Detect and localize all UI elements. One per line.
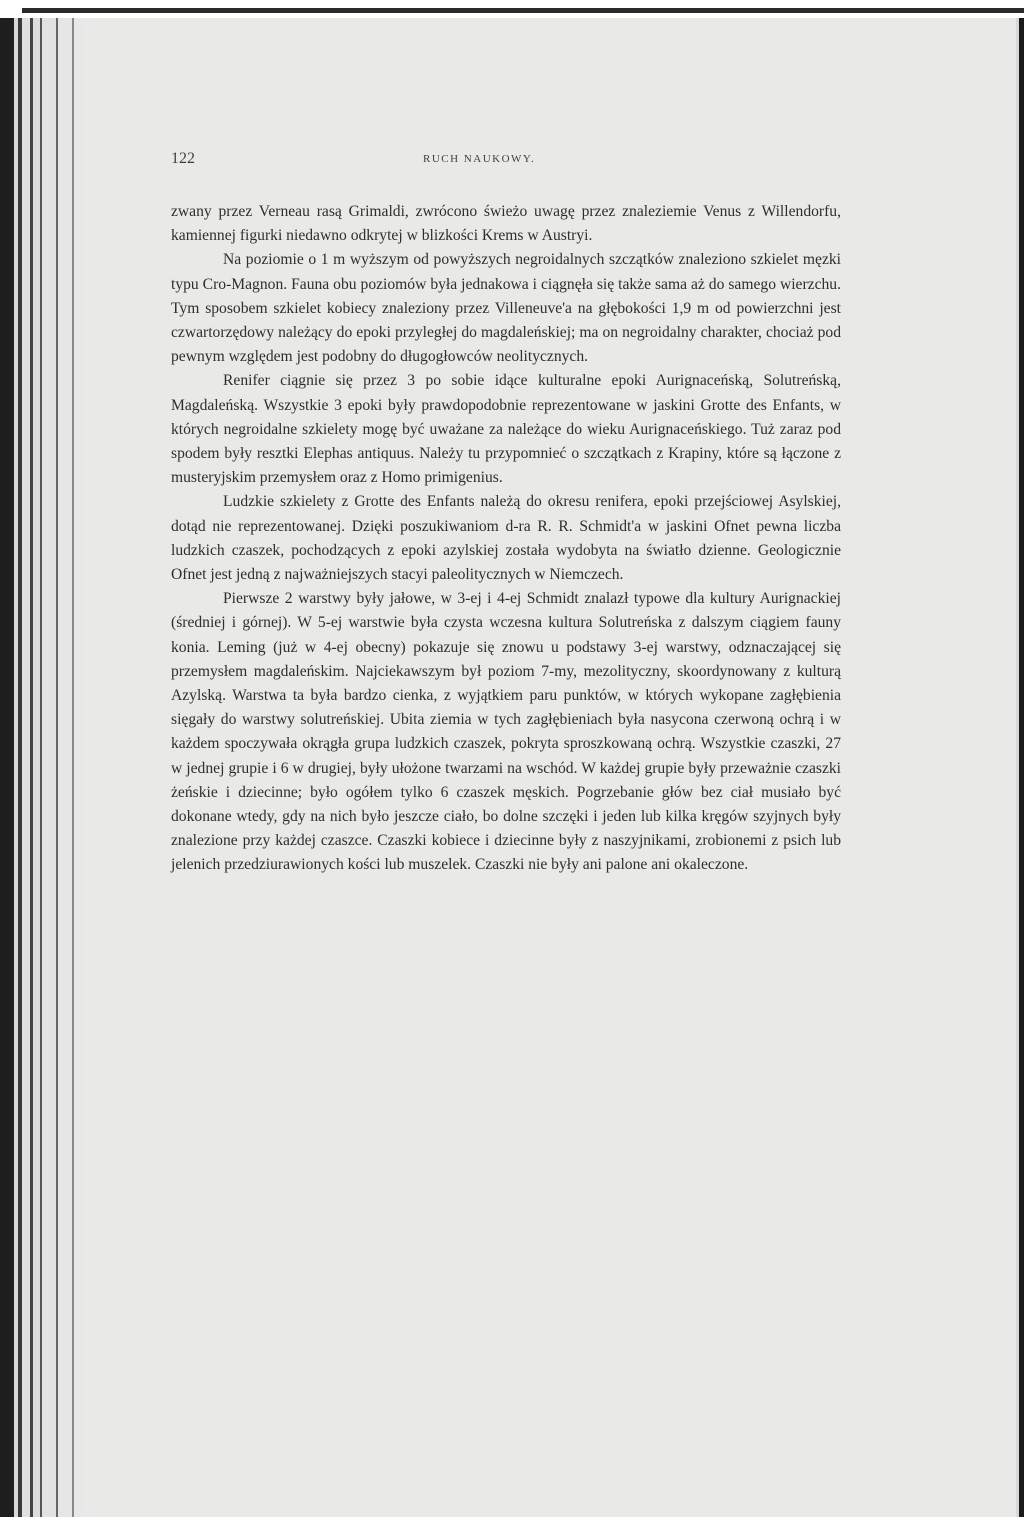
paragraph-1: zwany przez Verneau rasą Grimaldi, zwrócono świeżo uwagę przez znaleziemie Venus z Willendorfu, kamiennej figurki niedawno odkrytej w blizkości Krems w Austryi. — [171, 203, 841, 245]
paragraph-4: Ludzkie szkielety z Grotte des Enfants należą do okresu renifera, epoki przejściowej Asylskiej, dotąd nie reprezentowanej. Dzięki poszukiwaniom d-ra R. R. Schmidt'a w jaskini Ofnet pewna liczba ludzkich czaszek, pochodzących z epoki azylskiej została wydobyta na światło dzienne. Geologicznie Ofnet jest jedną z najważniejszych stacyi paleolitycznych w Niemczech. — [171, 493, 841, 584]
paragraph-2: Na poziomie o 1 m wyższym od powyższych negroidalnych szczątków znaleziono szkielet męzki typu Cro-Magnon. Fauna obu poziomów była jednakowa i ciągnęła się także sama aż do samego wierzchu. Tym sposobem szkielet kobiecy znaleziony przez Villeneuve'a na głębokości 1,9 m od powierzchni jest czwartorzędowy należący do epoki przyległej do magdaleńskiej; ma on negroidalny charakter, chociaż pod pewnym względem jest podobny do długogłowców neolitycznych. — [171, 251, 841, 366]
paragraph-5: Pierwsze 2 warstwy były jałowe, w 3-ej i 4-ej Schmidt znalazł typowe dla kultury Aurignackiej (średniej i górnej). W 5-ej warstwie była czysta wczesna kultura Solutreńska z dalszym ciągiem fauny konia. Leming (już w 4-ej obecny) pokazuje się znowu u podstawy 3-ej warstwy, odznaczającej się przemysłem magdaleńskim. Najciekawszym był poziom 7-my, mezolityczny, skoordynowany z kulturą Azylską. Warstwa ta była bardzo cienka, z wyjątkiem paru punktów, w których wykopane zagłębienia sięgały do warstwy solutreńskiej. Ubita ziemia w tych zagłębieniach była nasycona czerwoną ochrą i w każdem spoczywała okrągła grupa ludzkich czaszek, pokryta sproszkowaną ochrą. Wszystkie czaszki, 27 w jednej grupie i 6 w drugiej, były ułożone twarzami na wschód. W każdej grupie były przeważnie czaszki żeńskie i dziecinne; było ogółem tylko 6 czaszek męskich. Pogrzebanie głów bez ciał musiało być dokonane wtedy, gdy na nich było jeszcze ciało, bo dolne szczęki i jeden lub kilka kręgów szyjnych były znalezione przy każdej czaszce. Czaszki kobiece i dziecinne były z naszyjnikami, zrobionemi z psich lub jelenich przedziurawionych kości lub muszelek. Czaszki nie były ani palone ani okaleczone. — [171, 590, 841, 874]
page-number: 122 — [171, 150, 195, 167]
body-text — [171, 200, 841, 878]
scan-right-edge — [1016, 18, 1024, 1517]
paragraph-3: Renifer ciągnie się przez 3 po sobie idące kulturalne epoki Aurignaceńską, Solutreńską, Magdaleńską. Wszystkie 3 epoki były prawdopodobnie reprezentowane w jaskini Grotte des Enfants, w których negroidalne szkielety mogę być uważane za należące do wieku Aurignaceńskiego. Tuż zaraz pod spodem były resztki Elephas antiquus. Należy tu przypomnieć o szczątkach z Krapiny, które są łączone z musteryjskim przemysłem oraz z Homo primigenius. — [171, 372, 841, 487]
book-page-edges — [0, 18, 84, 1517]
running-head — [171, 150, 761, 174]
running-title: RUCH NAUKOWY. — [423, 153, 536, 165]
scan-top-rule — [22, 8, 1024, 13]
